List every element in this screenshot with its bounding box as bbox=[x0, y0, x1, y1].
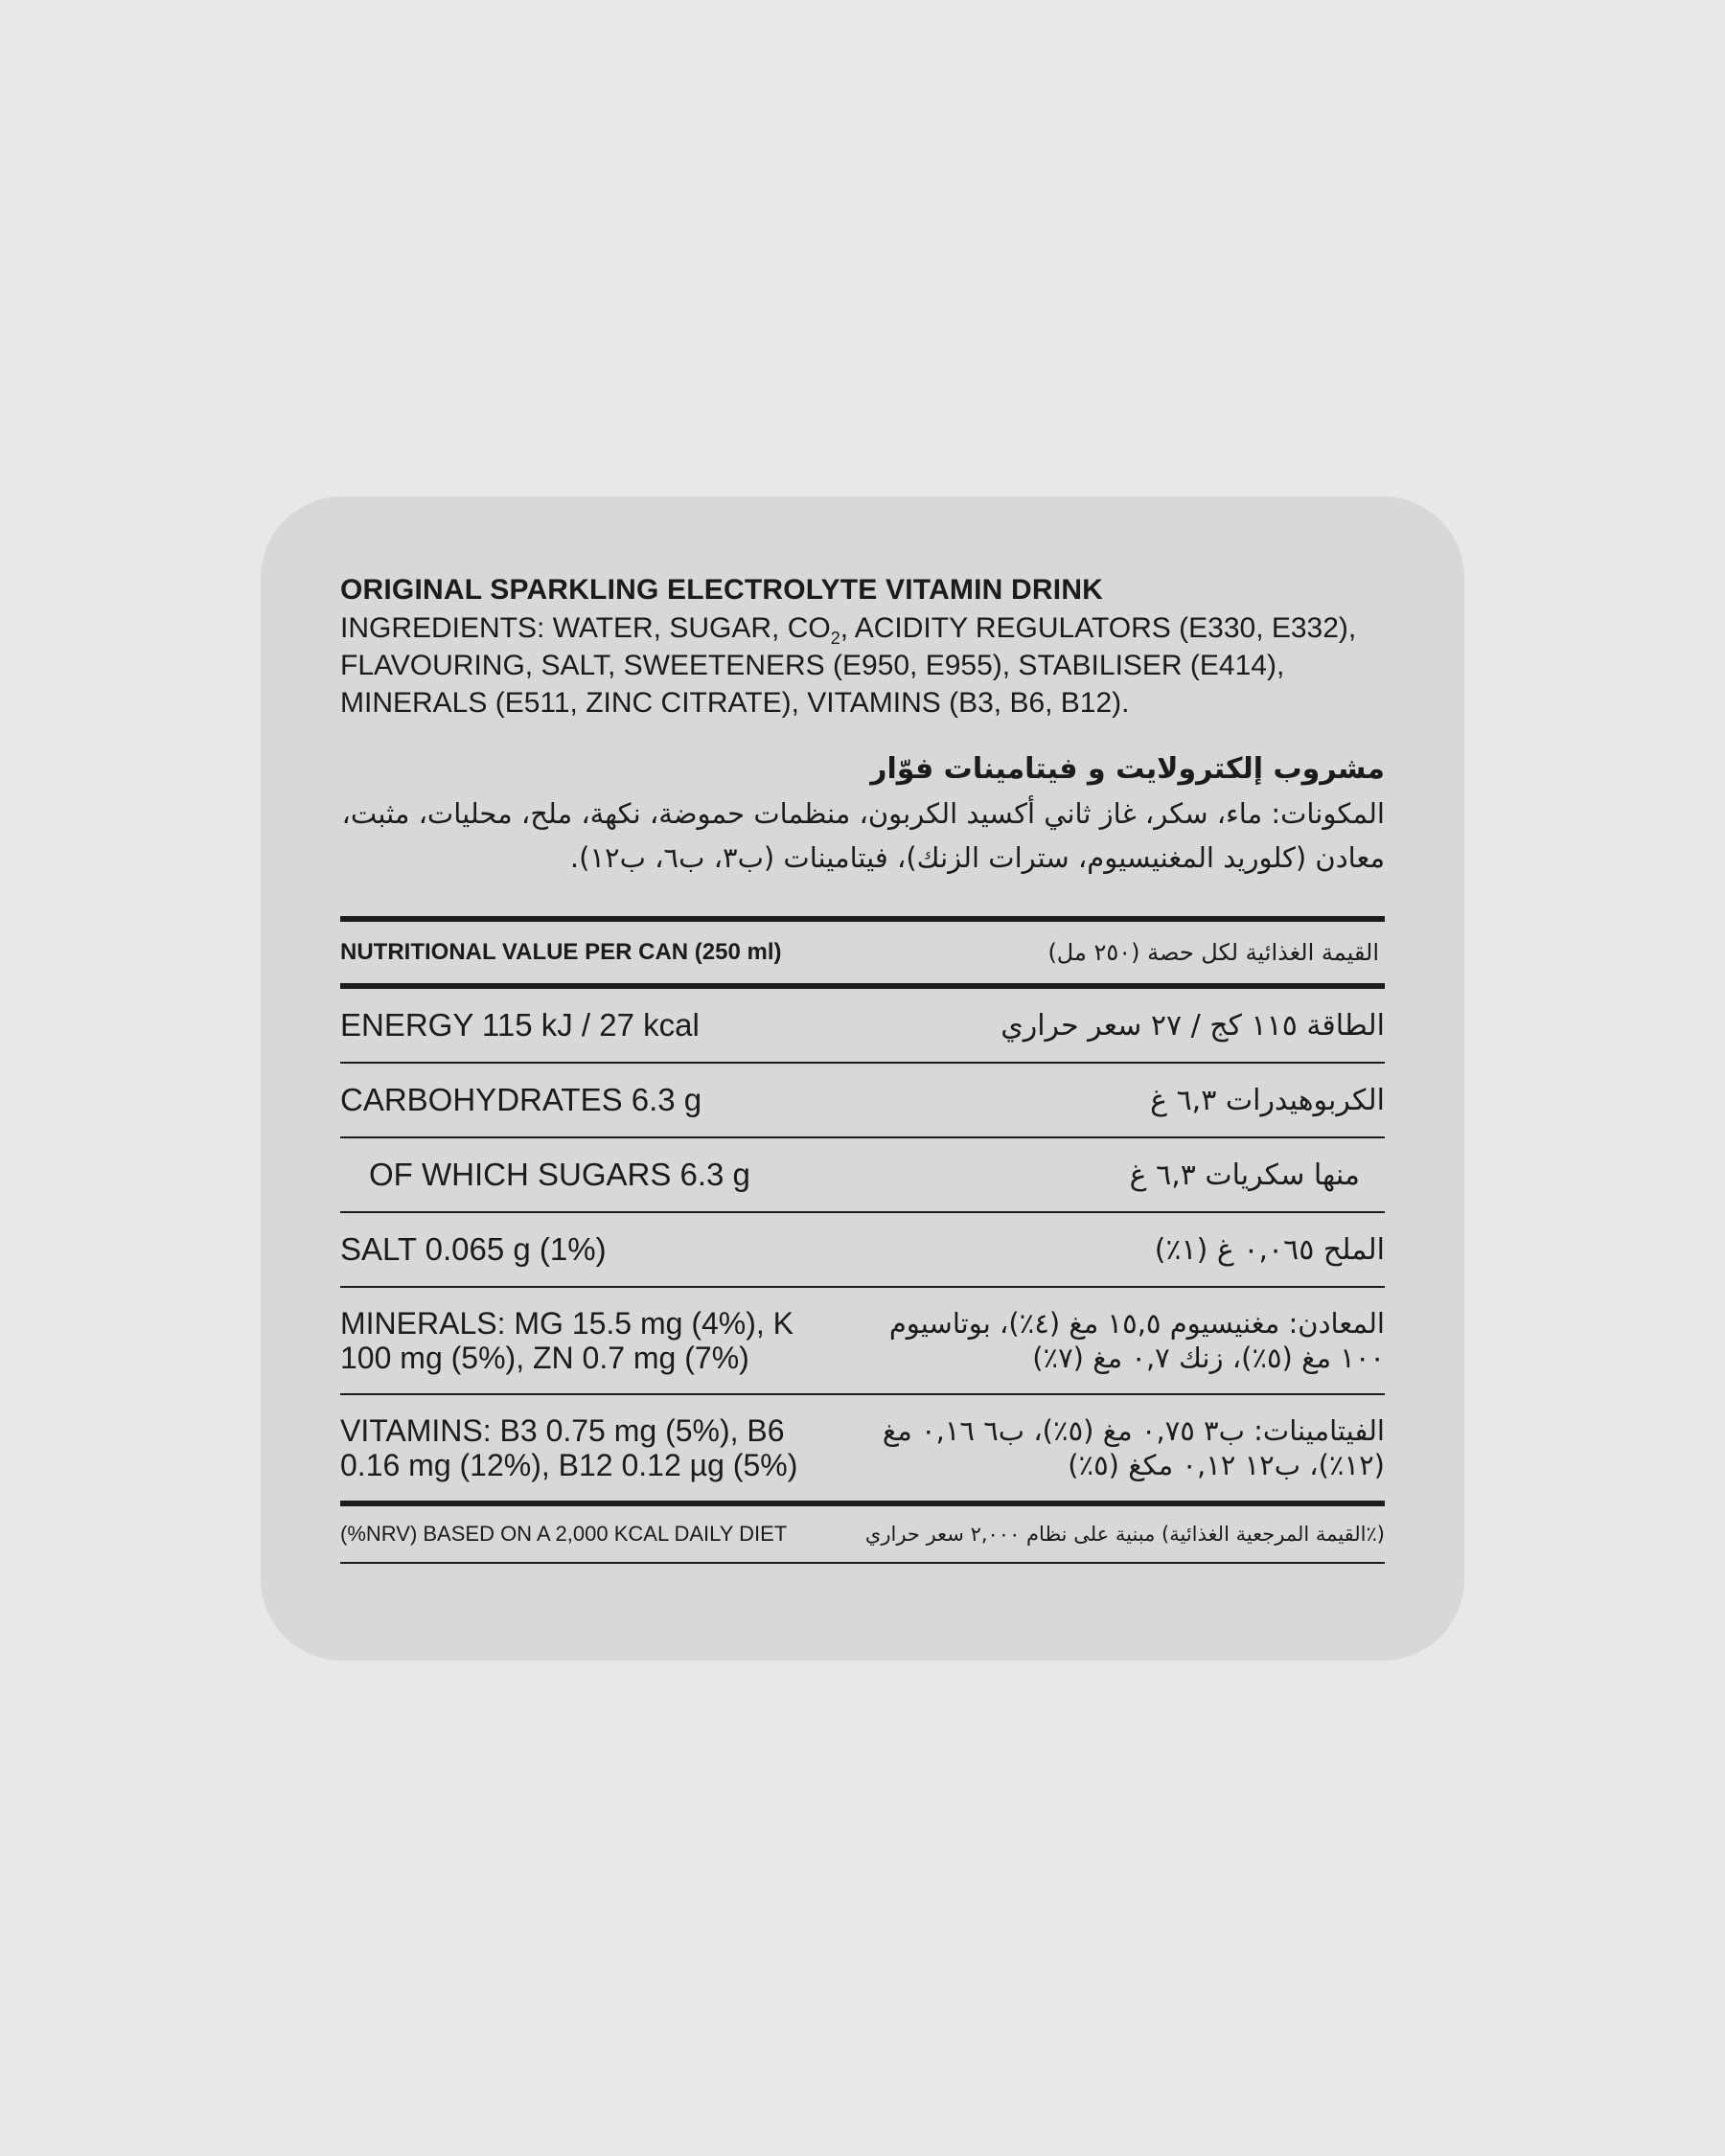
vitamins-row bbox=[340, 1395, 1385, 1506]
arabic-product-title: مشروب إلكترولايت و فيتامينات فوّار bbox=[870, 752, 1385, 786]
salt-row bbox=[340, 1213, 1385, 1288]
energy-ar: الطاقة ١١٥ كج / ٢٧ سعر حراري bbox=[1000, 1008, 1385, 1043]
sugars-en: OF WHICH SUGARS 6.3 g bbox=[369, 1157, 750, 1192]
sugars-ar: منها سكريات ٦,٣ غ bbox=[1129, 1158, 1360, 1192]
nutrition-header-ar: القيمة الغذائية لكل حصة (٢٥٠ مل) bbox=[1047, 939, 1379, 966]
energy-en: ENERGY 115 kJ / 27 kcal bbox=[340, 1007, 700, 1043]
vitamins-ar: الفيتامينات: ب٣ ٠,٧٥ مغ (٥٪)، ب٦ ٠,١٦ مغ (١٢٪)، ب١٢ ٠,١٢ مكغ (٥٪) bbox=[882, 1414, 1385, 1481]
carbohydrates-en: CARBOHYDRATES 6.3 g bbox=[340, 1082, 702, 1117]
footer-en: (%NRV) BASED ON A 2,000 KCAL DAILY DIET bbox=[340, 1522, 788, 1546]
nutrition-header-en: NUTRITIONAL VALUE PER CAN (250 ml) bbox=[340, 939, 782, 965]
arabic-block bbox=[340, 747, 1385, 880]
energy-row bbox=[340, 989, 1385, 1064]
english-ingredients bbox=[340, 609, 1385, 722]
english-product-title: ORIGINAL SPARKLING ELECTROLYTE VITAMIN DRINK bbox=[340, 574, 1104, 606]
carbohydrates-ar: الكربوهيدرات ٦,٣ غ bbox=[1150, 1083, 1385, 1117]
sugars-row bbox=[340, 1138, 1385, 1213]
vitamins-en: VITAMINS: B3 0.75 mg (5%), B6 0.16 mg (12%), B12 0.12 µg (5%) bbox=[340, 1413, 798, 1482]
ingredients-text-start: INGREDIENTS: WATER, SUGAR, CO bbox=[340, 612, 831, 644]
label-content bbox=[340, 571, 1385, 1564]
minerals-en: MINERALS: MG 15.5 mg (4%), K 100 mg (5%), ZN 0.7 mg (7%) bbox=[340, 1306, 794, 1375]
salt-en: SALT 0.065 g (1%) bbox=[340, 1231, 607, 1267]
co2-subscript: 2 bbox=[830, 629, 840, 648]
nutrition-header-row bbox=[340, 916, 1385, 989]
footer-row bbox=[340, 1506, 1385, 1564]
salt-ar: الملح ٠,٠٦٥ غ (١٪) bbox=[1154, 1232, 1385, 1267]
carbohydrates-row bbox=[340, 1064, 1385, 1138]
nutrition-label-card bbox=[261, 496, 1464, 1661]
minerals-ar: المعادن: مغنيسيوم ١٥,٥ مغ (٤٪)، بوتاسيوم ١٠٠ مغ (٥٪)، زنك ٠,٧ مغ (٧٪) bbox=[888, 1307, 1385, 1374]
footer-ar: (٪القيمة المرجعية الغذائية) مبنية على نظام ٢,٠٠٠ سعر حراري bbox=[864, 1523, 1385, 1546]
nutrition-table bbox=[340, 916, 1385, 1564]
arabic-ingredients: المكونات: ماء، سكر، غاز ثاني أكسيد الكربون، منظمات حموضة، نكهة، ملح، محليات، مثبت، معادن (كلوريد المغنيسيوم، سترات الزنك)، فيتامينات (ب٣، ب٦، ب١٢). bbox=[341, 797, 1385, 874]
ingredients-text-rest: , ACIDITY REGULATORS (E330, E332), FLAVOURING, SALT, SWEETENERS (E950, E955), STABILISER (E414), MINERALS (E511, ZINC CITRATE), VITAMINS (B3, B6, B12). bbox=[340, 612, 1357, 719]
minerals-row bbox=[340, 1288, 1385, 1395]
